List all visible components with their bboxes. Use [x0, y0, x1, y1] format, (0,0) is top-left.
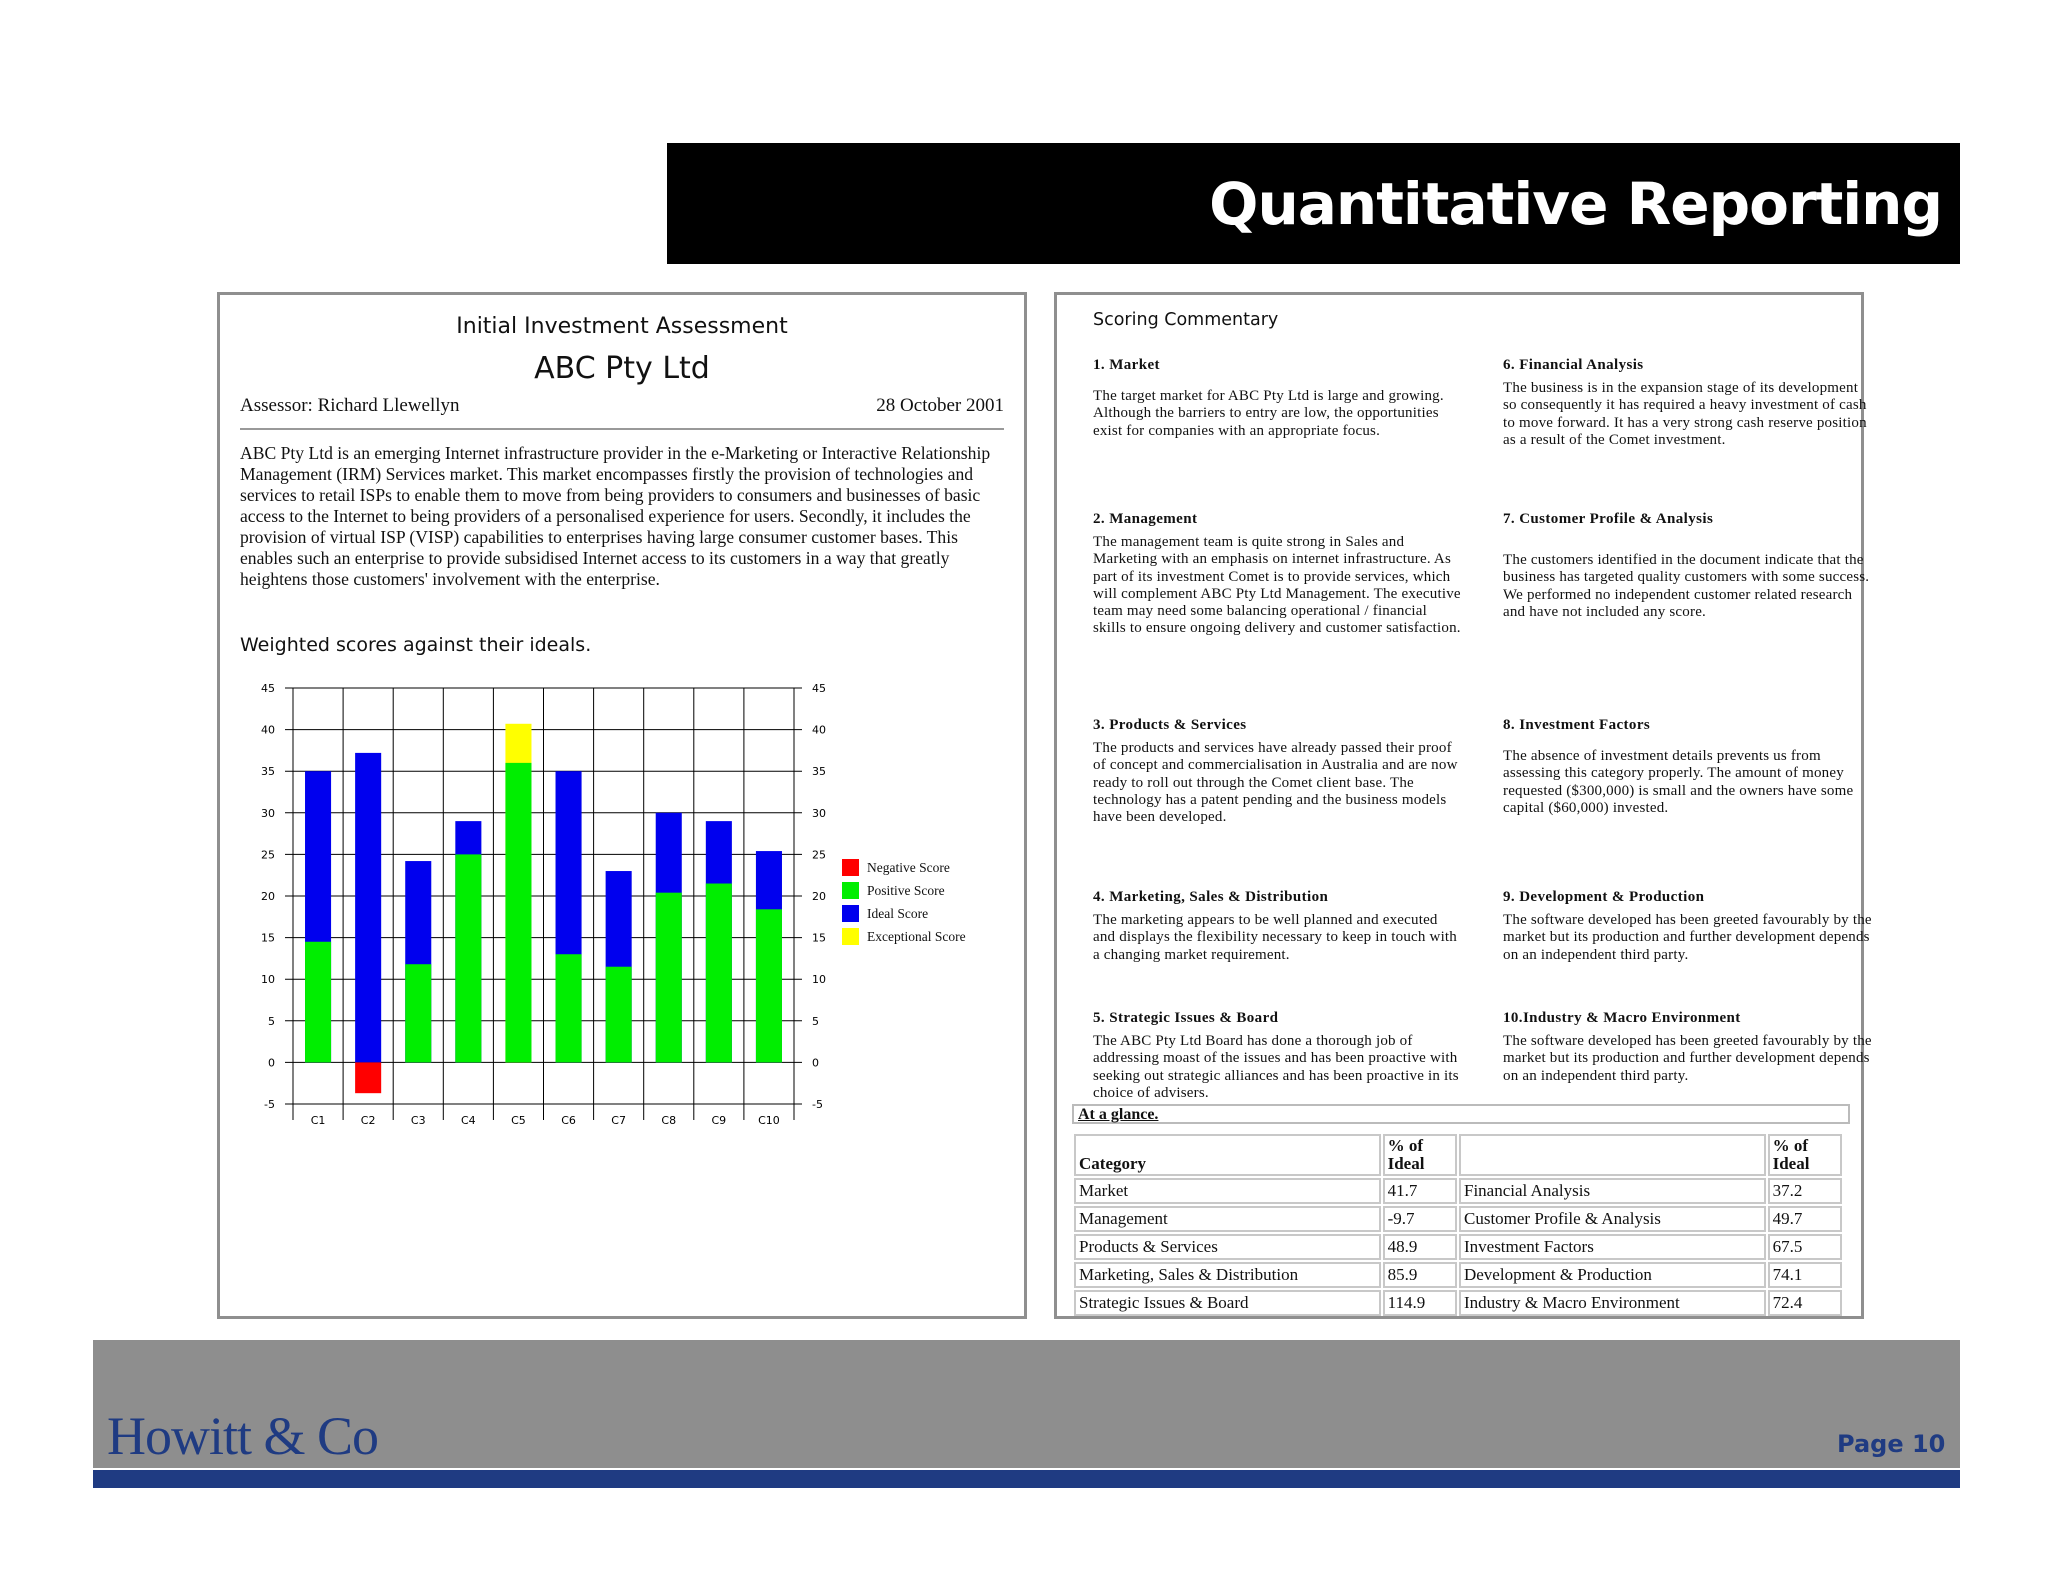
table-row — [1074, 1234, 1842, 1260]
table-row — [1074, 1262, 1842, 1288]
legend-item — [842, 879, 966, 902]
section-text: The absence of investment details prevents us from assessing this category properly. The amount of money requested ($300,000) is small and the owners have some capital ($60,000) invested. — [1503, 748, 1854, 816]
bar-positive-score — [455, 854, 481, 1062]
cell: 67.5 — [1768, 1234, 1842, 1260]
bar-positive-score — [706, 884, 732, 1063]
legend-swatch — [842, 882, 859, 899]
section-title: 5. Strategic Issues & Board — [1093, 1010, 1279, 1026]
cell: 49.7 — [1768, 1206, 1842, 1232]
x-tick-label: C10 — [758, 1114, 780, 1127]
legend-label: Negative Score — [867, 859, 950, 875]
section-title: 2. Management — [1093, 511, 1198, 527]
cell: 114.9 — [1383, 1290, 1457, 1316]
header-pct-ideal-2: % of Ideal — [1768, 1134, 1842, 1176]
bar-positive-score — [606, 967, 632, 1063]
y-tick-label-left: 45 — [261, 682, 275, 695]
section-market — [1093, 357, 1463, 440]
cell: 48.9 — [1383, 1234, 1457, 1260]
section-financial-analysis — [1503, 357, 1873, 449]
table-row — [1074, 1178, 1842, 1204]
y-tick-label-right: 15 — [812, 931, 826, 945]
footer-rule — [93, 1470, 1960, 1488]
assessment-panel — [217, 292, 1027, 1319]
legend-label: Exceptional Score — [867, 928, 966, 944]
y-tick-label-right: 45 — [812, 682, 826, 695]
cell: Management — [1074, 1206, 1381, 1232]
page-title: Quantitative Reporting — [1209, 170, 1942, 238]
cell: 85.9 — [1383, 1262, 1457, 1288]
bar-positive-score — [556, 954, 582, 1062]
cell: Products & Services — [1074, 1234, 1381, 1260]
section-title: 1. Market — [1093, 357, 1160, 373]
y-tick-label-right: 20 — [812, 890, 826, 903]
y-tick-label-right: 35 — [812, 765, 826, 779]
x-tick-label: C6 — [561, 1114, 576, 1127]
section-strategic-issues — [1093, 1010, 1463, 1100]
intro-paragraph: ABC Pty Ltd is an emerging Internet infrastructure provider in the e-Marketing or Interactive Relationship Management (IRM) Services market. This market encompasses firstly the provision of technologies and services to retail ISPs to enable them to move from being providers to consumers and businesses of basic access to the Internet to being providers of a personalised experience for users. Secondly, it includes the provision of virtual ISP (VISP) capabilities to enterprises having large consumer customer bases. This enables such an enterprise to provide subsidised Internet access to its customers in a way that greatly heightens those customers' involvement with the enterprise. — [240, 443, 991, 589]
assessor-name: Assessor: Richard Llewellyn — [240, 395, 460, 416]
y-tick-label-left: -5 — [264, 1098, 275, 1111]
assessment-date: 28 October 2001 — [876, 395, 1004, 416]
company-logo: Howitt & Co — [107, 1406, 379, 1466]
section-title: 9. Development & Production — [1503, 889, 1705, 905]
section-text: The business is in the expansion stage of its development so consequently it has required a heavy investment of cash to move forward. It has a very strong cash reserve position as a result of the Comet investment. — [1503, 380, 1867, 448]
section-text: The customers identified in the document indicate that the business has targeted quality customers with some success. We performed no independent customer related research and have not included any score. — [1503, 552, 1870, 620]
x-tick-label: C4 — [461, 1114, 476, 1127]
legend-swatch — [842, 859, 859, 876]
section-text: The software developed has been greeted favourably by the market but its production and further development depends on an independent third party. — [1503, 1033, 1872, 1084]
table-header-row — [1074, 1134, 1842, 1176]
at-a-glance-title: At a glance. — [1072, 1104, 1850, 1124]
section-title: 8. Investment Factors — [1503, 717, 1651, 733]
cell: Development & Production — [1459, 1262, 1766, 1288]
section-title: 6. Financial Analysis — [1503, 357, 1644, 373]
chart-legend — [842, 856, 966, 948]
x-tick-label: C5 — [511, 1114, 526, 1127]
company-name: ABC Pty Ltd — [534, 351, 710, 386]
x-tick-label: C8 — [661, 1114, 677, 1127]
section-development-production — [1503, 889, 1873, 964]
bar-negative-score — [355, 1062, 381, 1093]
y-tick-label-left: 15 — [261, 931, 275, 945]
x-tick-label: C1 — [310, 1114, 326, 1127]
cell: Customer Profile & Analysis — [1459, 1206, 1766, 1232]
header-pct-ideal: % of Ideal — [1383, 1134, 1457, 1176]
bar-positive-score — [505, 763, 531, 1063]
header-category-2 — [1459, 1134, 1766, 1176]
cell: Marketing, Sales & Distribution — [1074, 1262, 1381, 1288]
header-category: Category — [1074, 1134, 1381, 1176]
y-tick-label-right: 40 — [812, 723, 826, 737]
legend-swatch — [842, 928, 859, 945]
table-row — [1074, 1206, 1842, 1232]
commentary-heading: Scoring Commentary — [1093, 310, 1279, 330]
legend-item — [842, 925, 966, 948]
section-customer-profile — [1503, 511, 1873, 621]
chart-heading: Weighted scores against their ideals. — [240, 634, 592, 656]
at-a-glance-table — [1072, 1132, 1844, 1318]
section-text: The marketing appears to be well planned and executed and displays the flexibility necessary to keep in touch with a changing market requirement. — [1093, 912, 1458, 963]
cell: 41.7 — [1383, 1178, 1457, 1204]
y-tick-label-right: -5 — [812, 1098, 823, 1111]
legend-item — [842, 902, 966, 925]
section-investment-factors — [1503, 717, 1873, 817]
y-tick-label-left: 30 — [261, 806, 275, 820]
section-products-services — [1093, 717, 1463, 826]
cell: 74.1 — [1768, 1262, 1842, 1288]
bar-positive-score — [405, 964, 431, 1062]
section-title: 3. Products & Services — [1093, 717, 1247, 733]
cell: Market — [1074, 1178, 1381, 1204]
bar-ideal-score — [355, 753, 381, 1063]
weighted-scores-chart — [220, 295, 1024, 1316]
section-marketing-sales — [1093, 889, 1463, 964]
legend-label: Ideal Score — [867, 905, 929, 921]
section-text: The target market for ABC Pty Ltd is large and growing. Although the barriers to entry are low, the opportunities exist for companies with an appropriate focus. — [1093, 388, 1444, 439]
cell: Investment Factors — [1459, 1234, 1766, 1260]
bar-positive-score — [756, 909, 782, 1062]
y-tick-label-left: 20 — [261, 890, 275, 903]
commentary-panel — [1054, 292, 1872, 1319]
y-tick-label-left: 40 — [261, 723, 275, 737]
y-tick-label-right: 10 — [812, 973, 826, 987]
y-tick-label-left: 0 — [268, 1056, 275, 1070]
cell: 72.4 — [1768, 1290, 1842, 1316]
section-title: 4. Marketing, Sales & Distribution — [1093, 889, 1329, 905]
section-management — [1093, 511, 1463, 637]
cell: -9.7 — [1383, 1206, 1457, 1232]
y-tick-label-left: 10 — [261, 973, 275, 987]
x-tick-label: C9 — [711, 1114, 727, 1127]
section-title: 7. Customer Profile & Analysis — [1503, 511, 1714, 527]
cell: Strategic Issues & Board — [1074, 1290, 1381, 1316]
section-text: The management team is quite strong in Sales and Marketing with an emphasis on internet infrastructure. As part of its investment Comet is to provide services, which will complement ABC Pty Ltd Management. The executive team may need some balancing operational / financial skills to ensure ongoing delivery and customer satisfaction. — [1093, 534, 1461, 637]
y-tick-label-left: 5 — [268, 1014, 275, 1028]
y-tick-label-right: 25 — [812, 848, 826, 862]
y-tick-label-right: 0 — [812, 1056, 819, 1070]
x-tick-label: C3 — [410, 1114, 426, 1127]
legend-label: Positive Score — [867, 882, 945, 898]
y-tick-label-left: 25 — [261, 848, 275, 862]
section-title: 10.Industry & Macro Environment — [1503, 1010, 1741, 1026]
cell: 37.2 — [1768, 1178, 1842, 1204]
page-number: Page 10 — [1837, 1430, 1946, 1458]
section-text: The ABC Pty Ltd Board has done a thorough job of addressing moast of the issues and has been proactive with seeking out strategic alliances and has been proactive in its choice of advisers. — [1093, 1033, 1459, 1100]
y-tick-label-right: 30 — [812, 806, 826, 820]
bar-positive-score — [305, 942, 331, 1063]
table-row — [1074, 1290, 1842, 1316]
section-text: The products and services have already passed their proof of concept and commercialisation in Australia and are now ready to roll out through the Comet client base. The technology has a patent pending and the business models have been developed. — [1093, 740, 1458, 826]
x-tick-label: C7 — [611, 1114, 626, 1127]
y-tick-label-left: 35 — [261, 765, 275, 779]
bar-positive-score — [656, 893, 682, 1063]
assessment-title: Initial Investment Assessment — [456, 314, 788, 339]
y-tick-label-right: 5 — [812, 1014, 819, 1028]
x-tick-label: C2 — [360, 1114, 376, 1127]
cell: Industry & Macro Environment — [1459, 1290, 1766, 1316]
legend-item — [842, 856, 966, 879]
title-bar — [667, 143, 1960, 264]
legend-swatch — [842, 905, 859, 922]
section-industry-macro — [1503, 1010, 1873, 1085]
cell: Financial Analysis — [1459, 1178, 1766, 1204]
section-text: The software developed has been greeted favourably by the market but its production and further development depends on an independent third party. — [1503, 912, 1872, 963]
